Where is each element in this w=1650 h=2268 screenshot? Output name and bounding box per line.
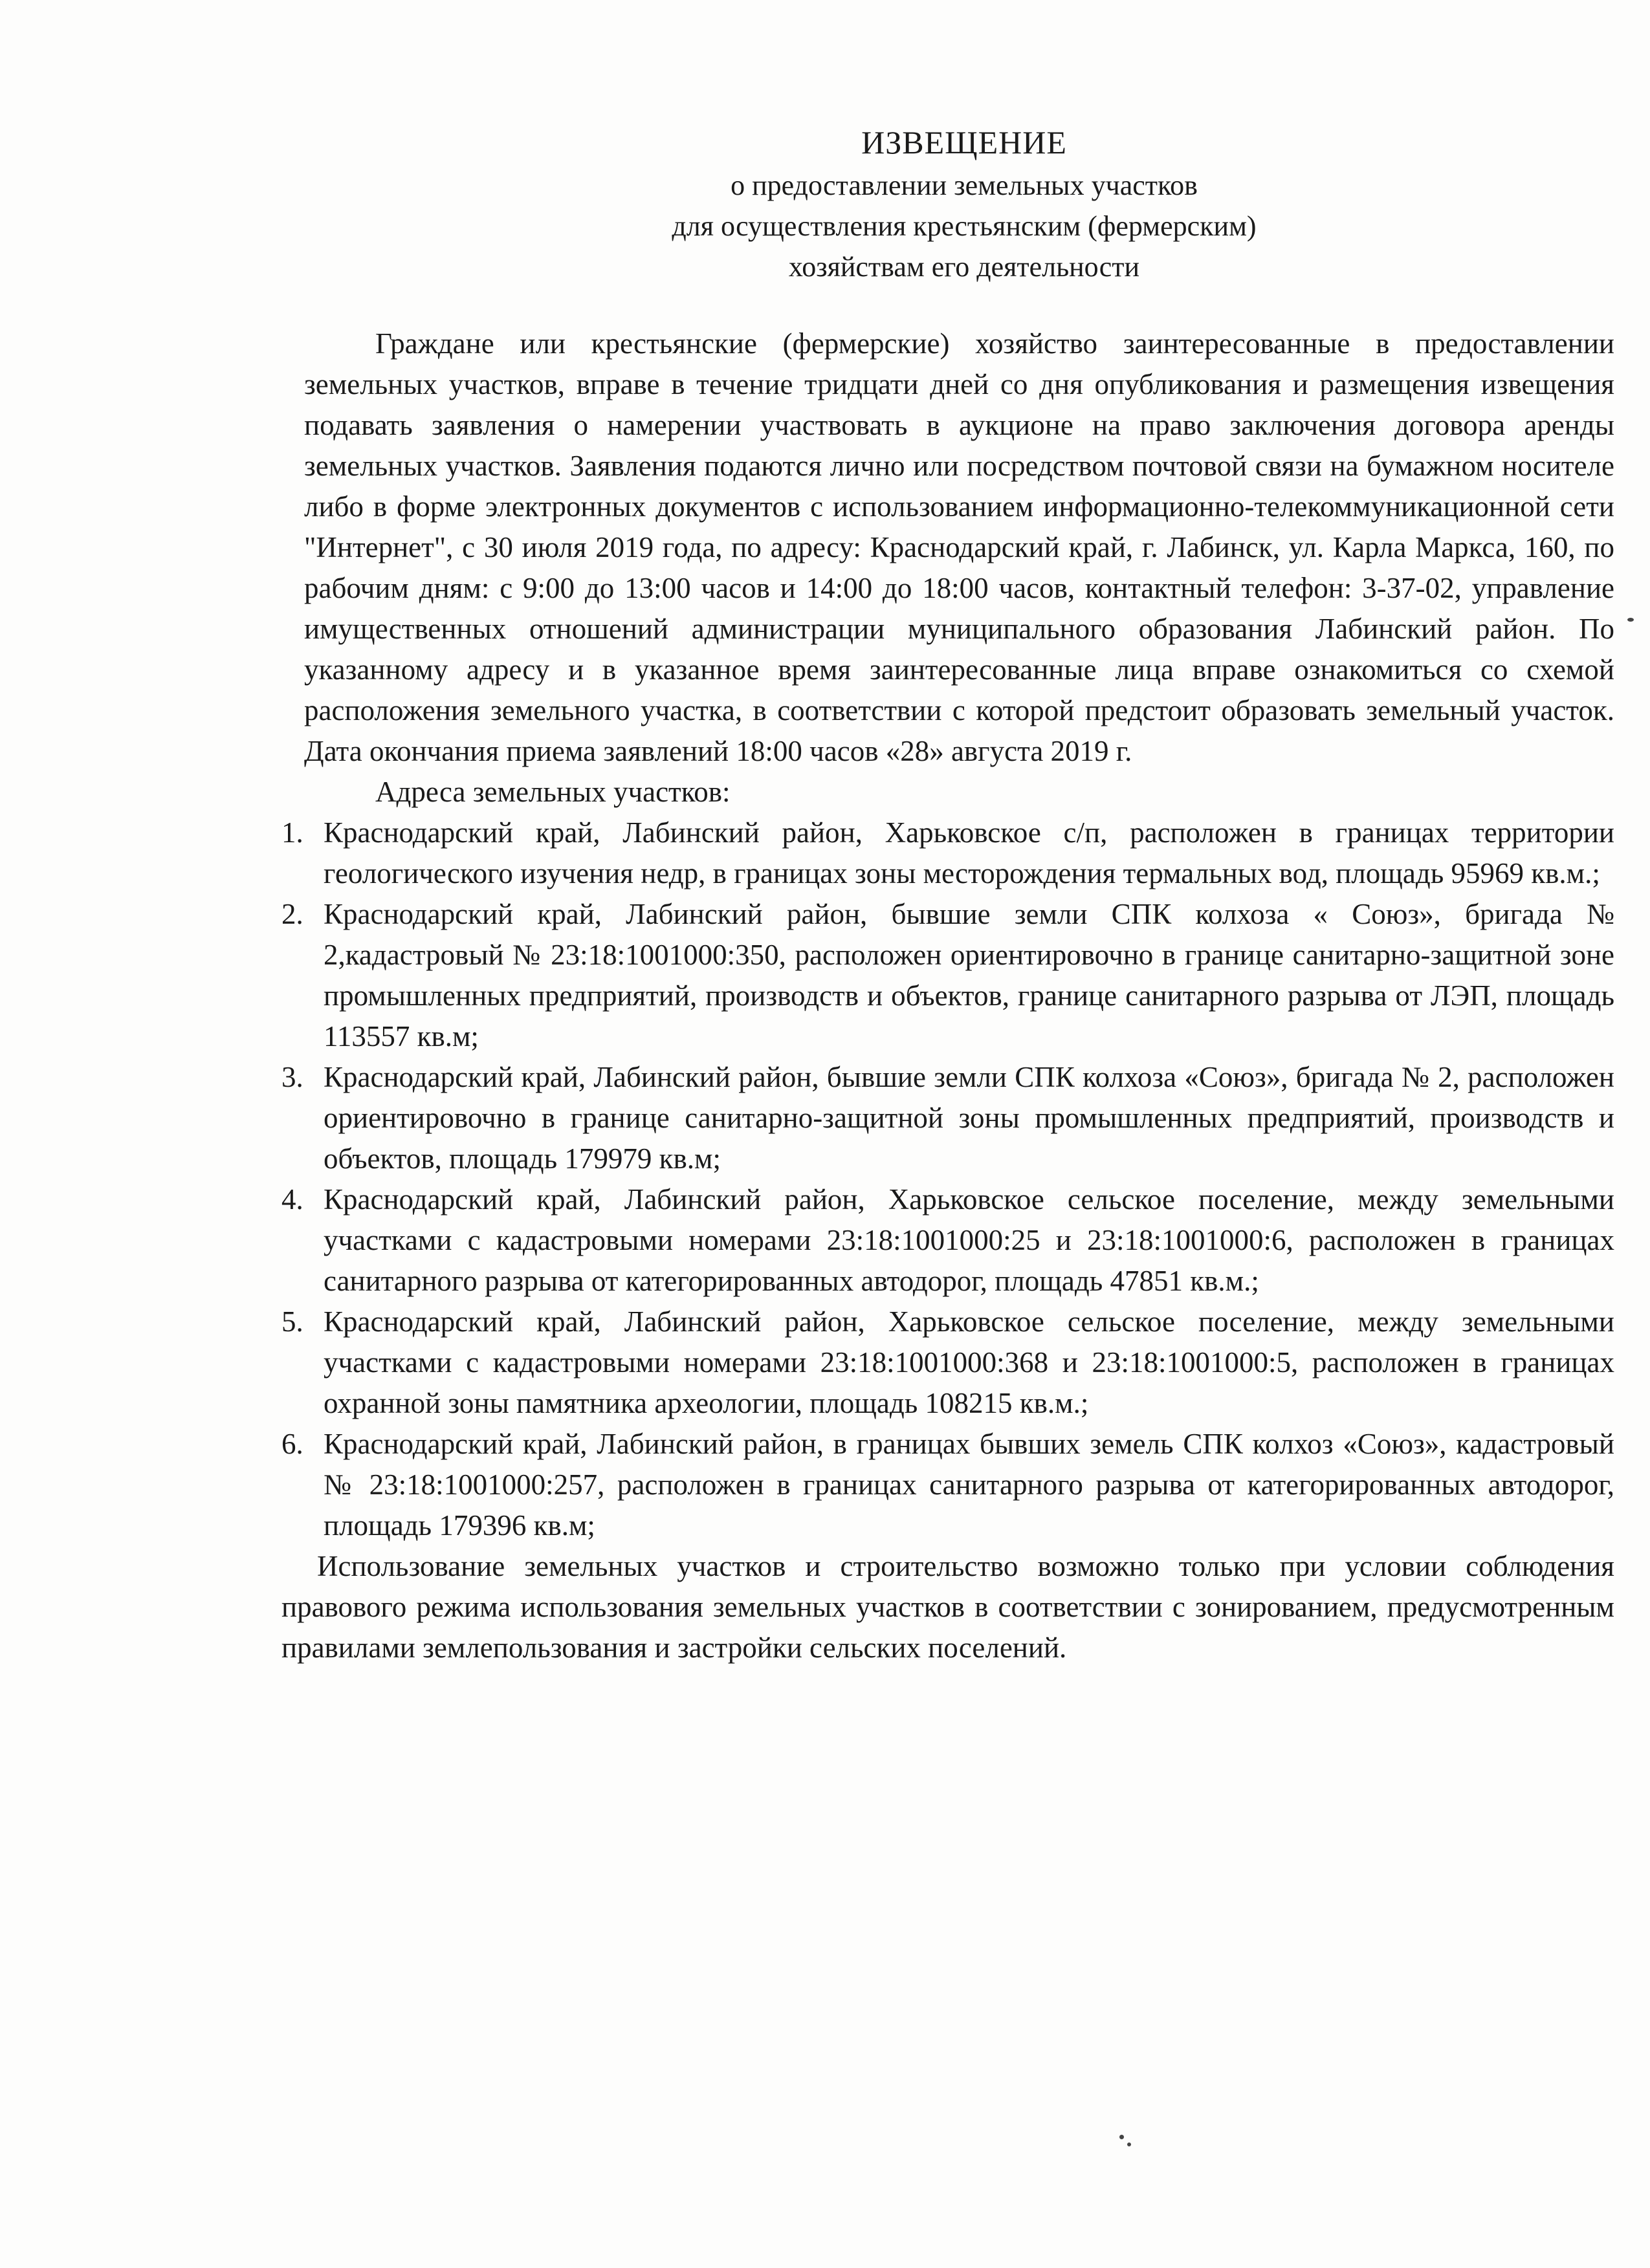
notice-body bbox=[281, 323, 1614, 1668]
plot-list bbox=[281, 812, 1614, 1546]
list-item bbox=[281, 894, 1614, 1057]
list-item bbox=[281, 1424, 1614, 1546]
list-item-text: Краснодарский край, Лабинский район, бывшие земли СПК колхоза « Союз», бригада № 2,кадастровый № 23:18:1001000:350, расположен ориентировочно в границе санитарно-защитной зоне промышленных предприятий, производств и объектов, границе санитарного разрыва от ЛЭП, площадь 113557 кв.м; bbox=[324, 898, 1614, 1052]
notice-subtitle-line-2: для осуществления крестьянским (фермерским) bbox=[672, 210, 1257, 242]
list-item-number: 4. bbox=[281, 1183, 303, 1216]
scan-speck bbox=[1119, 2135, 1124, 2139]
list-item bbox=[281, 1179, 1614, 1302]
closing-paragraph: Использование земельных участков и строительство возможно только при условии соблюдения правового режима использования земельных участков в соответствии с зонированием, предусмотренным правилами землепользования и застройки сельских поселений. bbox=[281, 1550, 1614, 1664]
list-item-text: Краснодарский край, Лабинский район, в границах бывших земель СПК колхоз «Союз», кадастровый № 23:18:1001000:257, расположен в границах санитарного разрыва от категорированных автодорог, площадь 179396 кв.м; bbox=[324, 1428, 1614, 1542]
list-item-text: Краснодарский край, Лабинский район, бывшие земли СПК колхоза «Союз», бригада № 2, расположен ориентировочно в границе санитарно-защитной зоны промышленных предприятий, производств и объектов, площадь 179979 кв.м; bbox=[324, 1061, 1614, 1175]
list-item-text: Краснодарский край, Лабинский район, Харьковское с/п, расположен в границах территории геологического изучения недр, в границах зоны месторождения термальных вод, площадь 95969 кв.м.; bbox=[324, 816, 1614, 889]
notice-title: ИЗВЕЩЕНИЕ bbox=[861, 124, 1067, 160]
list-item bbox=[281, 1302, 1614, 1424]
list-item-number: 6. bbox=[281, 1428, 303, 1460]
list-item-number: 3. bbox=[281, 1061, 303, 1093]
list-item-number: 5. bbox=[281, 1305, 303, 1338]
list-item-text: Краснодарский край, Лабинский район, Харьковское сельское поселение, между земельными участками с кадастровыми номерами 23:18:1001000:25 и 23:18:1001000:6, расположен в границах санитарного разрыва от категорированных автодорог, площадь 47851 кв.м.; bbox=[324, 1183, 1614, 1297]
notice-header bbox=[505, 120, 1424, 287]
notice-subtitle-line-1: о предоставлении земельных участков bbox=[731, 169, 1198, 201]
list-item-text: Краснодарский край, Лабинский район, Харьковское сельское поселение, между земельными участками с кадастровыми номерами 23:18:1001000:368 и 23:18:1001000:5, расположен в границах охранной зоны памятника археологии, площадь 108215 кв.м.; bbox=[324, 1305, 1614, 1419]
list-item-number: 1. bbox=[281, 816, 303, 849]
addresses-heading: Адреса земельных участков: bbox=[375, 776, 731, 808]
scan-speck bbox=[1127, 2143, 1131, 2146]
list-item-number: 2. bbox=[281, 898, 303, 930]
notice-subtitle-line-3: хозяйствам его деятельности bbox=[788, 251, 1140, 283]
list-item bbox=[281, 1057, 1614, 1179]
intro-paragraph: Граждане или крестьянские (фермерские) хозяйство заинтересованные в предоставлении земельных участков, вправе в течение тридцати дней со дня опубликования и размещения извещения подавать заявления о намерении участвовать в аукционе на право заключения договора аренды земельных участков. Заявления подаются лично или посредством почтовой связи на бумажном носителе либо в форме электронных документов с использованием информационно-телекоммуникационной сети "Интернет", с 30 июля 2019 года, по адресу: Краснодарский край, г. Лабинск, ул. Карла Маркса, 160, по рабочим дням: с 9:00 до 13:00 часов и 14:00 до 18:00 часов, контактный телефон: 3-37-02, управление имущественных отношений администрации муниципального образования Лабинский район. По указанному адресу и в указанное время заинтересованные лица вправе ознакомиться со схемой расположения земельного участка, в соответствии с которой предстоит образовать земельный участок. Дата окончания приема заявлений 18:00 часов «28» августа 2019 г. bbox=[304, 327, 1614, 767]
list-item bbox=[281, 812, 1614, 894]
scan-speck bbox=[1627, 618, 1634, 622]
